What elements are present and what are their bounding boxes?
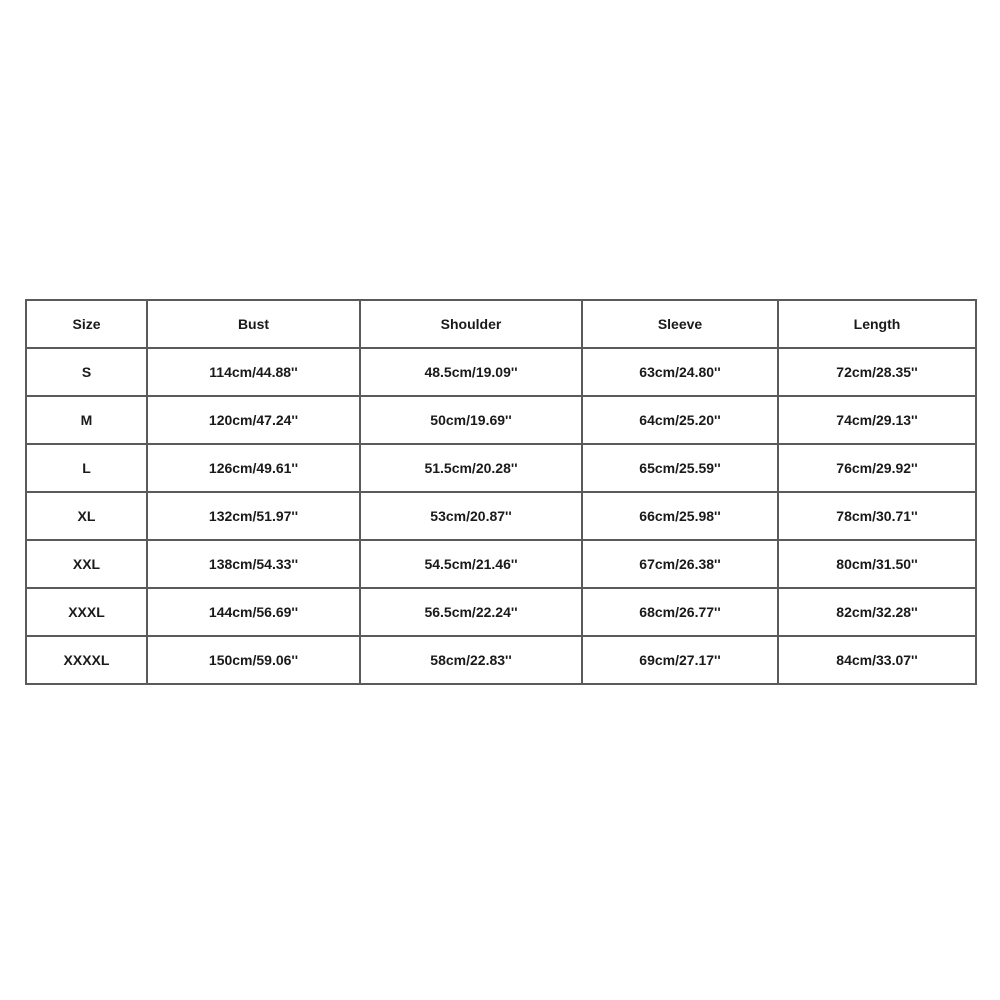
cell-sleeve: 67cm/26.38'' [582, 540, 778, 588]
table-row [26, 588, 976, 636]
cell-sleeve: 69cm/27.17'' [582, 636, 778, 684]
cell-bust: 120cm/47.24'' [147, 396, 360, 444]
cell-shoulder: 54.5cm/21.46'' [360, 540, 582, 588]
cell-sleeve: 64cm/25.20'' [582, 396, 778, 444]
table-body [26, 348, 976, 684]
cell-size: S [26, 348, 147, 396]
cell-shoulder: 58cm/22.83'' [360, 636, 582, 684]
cell-length: 78cm/30.71'' [778, 492, 976, 540]
cell-sleeve: 65cm/25.59'' [582, 444, 778, 492]
cell-length: 74cm/29.13'' [778, 396, 976, 444]
cell-length: 76cm/29.92'' [778, 444, 976, 492]
cell-length: 84cm/33.07'' [778, 636, 976, 684]
cell-bust: 150cm/59.06'' [147, 636, 360, 684]
cell-size: XXXL [26, 588, 147, 636]
table-row [26, 636, 976, 684]
cell-shoulder: 48.5cm/19.09'' [360, 348, 582, 396]
cell-sleeve: 68cm/26.77'' [582, 588, 778, 636]
cell-length: 80cm/31.50'' [778, 540, 976, 588]
size-chart-table [25, 299, 977, 685]
header-sleeve: Sleeve [582, 300, 778, 348]
cell-shoulder: 53cm/20.87'' [360, 492, 582, 540]
cell-shoulder: 56.5cm/22.24'' [360, 588, 582, 636]
cell-sleeve: 63cm/24.80'' [582, 348, 778, 396]
header-row [26, 300, 976, 348]
cell-bust: 126cm/49.61'' [147, 444, 360, 492]
cell-length: 82cm/32.28'' [778, 588, 976, 636]
cell-size: XXXXL [26, 636, 147, 684]
header-size: Size [26, 300, 147, 348]
cell-sleeve: 66cm/25.98'' [582, 492, 778, 540]
cell-shoulder: 51.5cm/20.28'' [360, 444, 582, 492]
cell-size: XL [26, 492, 147, 540]
header-bust: Bust [147, 300, 360, 348]
cell-size: M [26, 396, 147, 444]
cell-bust: 138cm/54.33'' [147, 540, 360, 588]
cell-length: 72cm/28.35'' [778, 348, 976, 396]
header-shoulder: Shoulder [360, 300, 582, 348]
cell-size: L [26, 444, 147, 492]
table-row [26, 540, 976, 588]
table-row [26, 348, 976, 396]
table-row [26, 396, 976, 444]
cell-size: XXL [26, 540, 147, 588]
table-row [26, 444, 976, 492]
table-header [26, 300, 976, 348]
cell-bust: 114cm/44.88'' [147, 348, 360, 396]
cell-bust: 144cm/56.69'' [147, 588, 360, 636]
cell-bust: 132cm/51.97'' [147, 492, 360, 540]
header-length: Length [778, 300, 976, 348]
cell-shoulder: 50cm/19.69'' [360, 396, 582, 444]
table-row [26, 492, 976, 540]
